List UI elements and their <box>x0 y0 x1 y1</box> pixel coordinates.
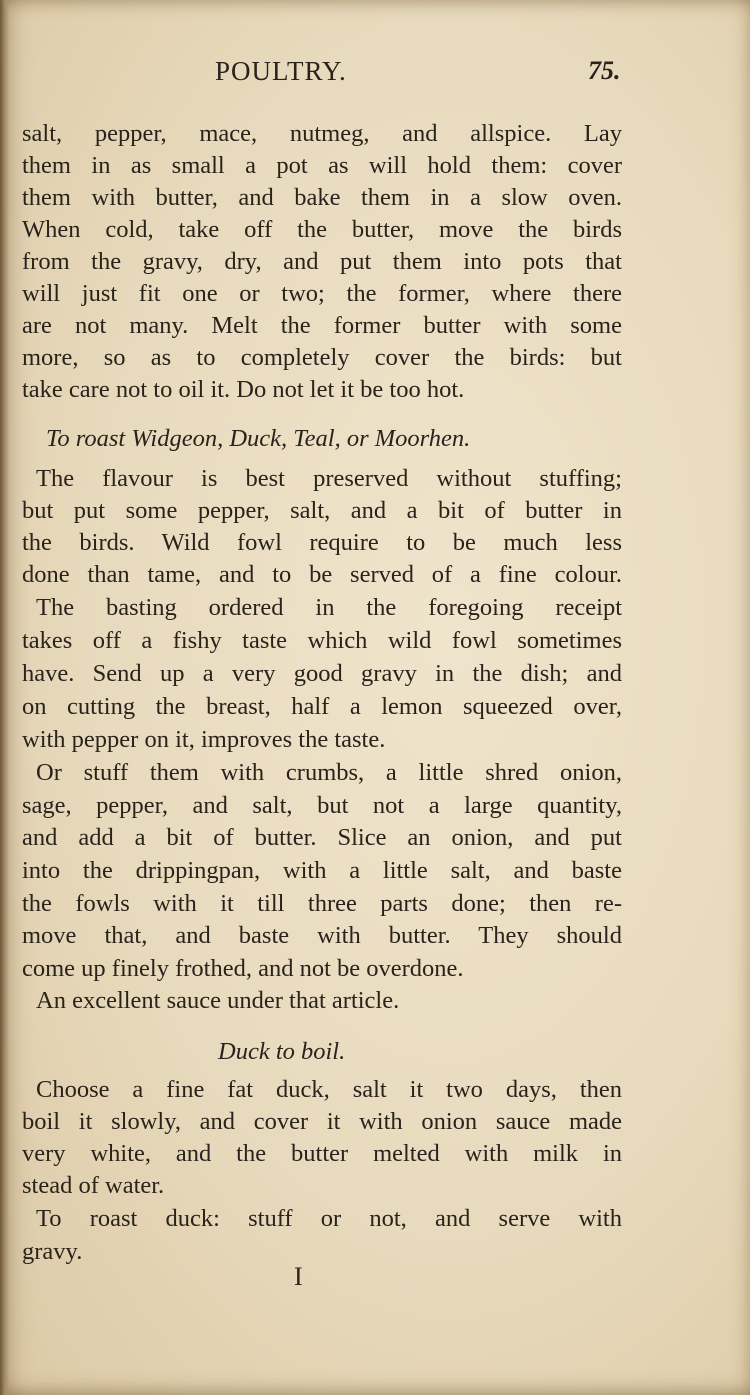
text-line: move that, and baste with butter. They should <box>22 922 622 949</box>
text-line: very white, and the butter melted with milk in <box>22 1140 622 1167</box>
text-line: The basting ordered in the foregoing receipt <box>36 594 622 621</box>
text-line: into the drippingpan, with a little salt, and baste <box>22 857 622 884</box>
text-line: on cutting the breast, half a lemon squeezed over, <box>22 693 622 720</box>
page-spine-shadow <box>0 0 9 1395</box>
text-line: gravy. <box>22 1238 83 1265</box>
text-line: sage, pepper, and salt, but not a large quantity, <box>22 792 622 819</box>
running-title: POULTRY. <box>215 56 347 86</box>
text-line: and add a bit of butter. Slice an onion, and put <box>22 824 622 851</box>
page-number: 75. <box>588 56 621 85</box>
text-line: An excellent sauce under that article. <box>36 987 400 1014</box>
text-line: takes off a fishy taste which wild fowl sometimes <box>22 627 622 654</box>
text-line: from the gravy, dry, and put them into pots that <box>22 248 622 275</box>
text-line: Or stuff them with crumbs, a little shred onion, <box>36 759 622 786</box>
text-line: will just fit one or two; the former, where there <box>22 280 622 307</box>
text-line: salt, pepper, mace, nutmeg, and allspice. Lay <box>22 120 622 147</box>
text-line: them in as small a pot as will hold them: cover <box>22 152 622 179</box>
running-head <box>0 56 750 96</box>
text-line: The flavour is best preserved without stuffing; <box>36 465 622 492</box>
text-line: the birds. Wild fowl require to be much less <box>22 529 622 556</box>
text-line: When cold, take off the butter, move the birds <box>22 216 622 243</box>
text-line: are not many. Melt the former butter with some <box>22 312 622 339</box>
text-line: come up finely frothed, and not be overdone. <box>22 955 464 982</box>
text-line: but put some pepper, salt, and a bit of butter in <box>22 497 622 524</box>
text-line: stead of water. <box>22 1172 165 1199</box>
signature-mark: I <box>294 1262 303 1291</box>
text-line: with pepper on it, improves the taste. <box>22 726 386 753</box>
section-heading-duck-boil: Duck to boil. <box>218 1038 346 1065</box>
text-line: more, so as to completely cover the birds: but <box>22 344 622 371</box>
text-line: done than tame, and to be served of a fine colour. <box>22 561 622 588</box>
text-line: To roast duck: stuff or not, and serve with <box>36 1205 622 1232</box>
section-heading-widgeon: To roast Widgeon, Duck, Teal, or Moorhen. <box>46 425 471 452</box>
text-line: the fowls with it till three parts done; then re- <box>22 890 622 917</box>
text-line: them with butter, and bake them in a slow oven. <box>22 184 622 211</box>
text-line: have. Send up a very good gravy in the dish; and <box>22 660 622 687</box>
text-line: Choose a fine fat duck, salt it two days, then <box>36 1076 622 1103</box>
text-line: take care not to oil it. Do not let it be too hot. <box>22 376 465 403</box>
text-line: boil it slowly, and cover it with onion sauce made <box>22 1108 622 1135</box>
